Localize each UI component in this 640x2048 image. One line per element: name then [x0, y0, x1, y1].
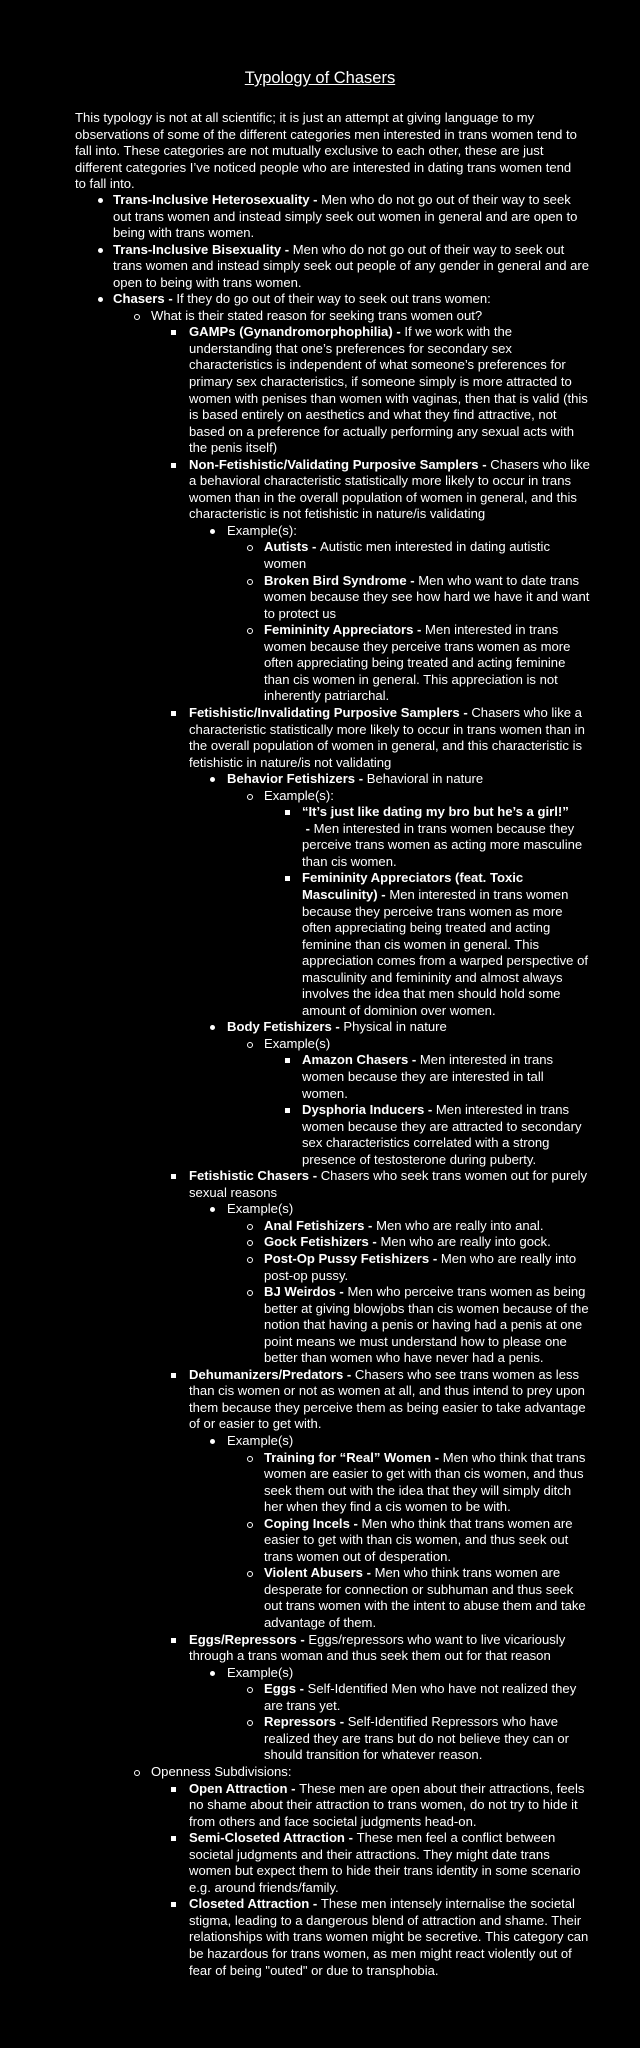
item-separator: -	[164, 291, 177, 307]
item-term: Femininity Appreciators (feat. Toxic Masculinity)	[302, 870, 524, 902]
item-description: Self-Identified Repressors who have realized they are trans but do not believe they can or should transition for whatever reason.	[264, 1714, 569, 1763]
item-description: Example(s):	[264, 787, 334, 803]
list-item	[0, 1168, 590, 1201]
item-separator: -	[331, 1019, 344, 1035]
list-item	[0, 1367, 590, 1433]
list-item	[0, 324, 590, 456]
item-separator: -	[309, 1168, 321, 1184]
list-item	[0, 523, 590, 540]
list-item	[0, 1681, 590, 1714]
circle-bullet-icon	[134, 1770, 140, 1776]
circle-bullet-icon	[247, 1456, 253, 1462]
item-description: Men who think trans women are desperate for connection or subhuman and thus seek out trans women with the intent to abuse them and take advantage of them.	[264, 1565, 586, 1631]
item-term: Fetishistic/Invalidating Purposive Samplers	[189, 704, 460, 720]
circle-bullet-icon	[247, 1224, 253, 1230]
item-description: Example(s)	[227, 1201, 294, 1217]
circle-bullet-icon	[247, 1522, 253, 1528]
item-description: Men interested in trans women because they are interested in tall women.	[302, 1052, 554, 1101]
list-item	[0, 192, 590, 242]
item-separator: -	[281, 241, 293, 257]
page-title: Typology of Chasers	[244, 69, 396, 87]
square-bullet-icon	[285, 810, 290, 815]
item-separator: -	[431, 1449, 443, 1465]
item-term: Training for “Real” Women	[264, 1449, 432, 1465]
item-description: Men who do not go out of their way to seek out trans women and instead simply seek out people of any gender in general and are open to being with trans women.	[113, 241, 590, 290]
list-item	[0, 622, 590, 705]
disc-bullet-icon	[98, 248, 103, 253]
item-term: Anal Fetishizers	[264, 1217, 365, 1233]
item-description: Men who are really into post-op pussy.	[264, 1251, 577, 1283]
list-item	[0, 1218, 590, 1235]
list-item	[0, 1052, 590, 1102]
list-item	[0, 870, 590, 1019]
list-item	[0, 788, 590, 805]
item-term: Autists	[264, 539, 309, 555]
list-item	[0, 1036, 590, 1053]
item-description: Openness Subdivisions:	[151, 1763, 292, 1779]
item-description: Men interested in trans women because they perceive trans women as acting more masculine than cis women.	[302, 820, 583, 869]
square-bullet-icon	[171, 1638, 176, 1643]
list-item	[0, 308, 590, 325]
item-separator: -	[368, 1234, 381, 1250]
square-bullet-icon	[285, 1058, 290, 1063]
list-item	[0, 539, 590, 572]
list-item	[0, 1565, 590, 1631]
list-item	[0, 457, 590, 523]
list-item	[0, 1251, 590, 1284]
square-bullet-icon	[285, 1108, 290, 1113]
intro-paragraph: This typology is not at all scientific; it is just an attempt at giving language to my observations of some of the different categories men interested in trans women tend to fall into. These categories are not mutually exclusive to each other, these are just different categories I’ve noticed people who are interested in dating trans women tend to fall into.	[75, 110, 577, 192]
square-bullet-icon	[171, 1787, 176, 1792]
item-description: These men are open about their attractions, feels no shame about their attraction to trans women, do not try to hide it from others and face societal judgments head-on.	[189, 1780, 585, 1829]
circle-bullet-icon	[247, 1687, 253, 1693]
item-description: Example(s):	[227, 522, 297, 538]
circle-bullet-icon	[247, 1720, 253, 1726]
item-description: Chasers who like a characteristic statistically more likely to occur in trans women than in the overall population of women in general, and this characteristic is fetishistic in nature/is not validating	[189, 704, 585, 770]
item-separator: -	[362, 1565, 375, 1581]
item-description: Men who are really into anal.	[376, 1217, 544, 1233]
list-item	[0, 1830, 590, 1896]
circle-bullet-icon	[247, 1257, 253, 1263]
list-item	[0, 1433, 590, 1450]
item-term: Femininity Appreciators	[264, 622, 414, 638]
circle-bullet-icon	[247, 628, 253, 634]
square-bullet-icon	[171, 330, 176, 335]
item-description: Example(s)	[227, 1664, 294, 1680]
item-description: Men who want to date trans women because they see how hard we have it and want to protect us	[264, 572, 590, 621]
item-separator: -	[392, 324, 405, 340]
item-separator: -	[349, 1515, 362, 1531]
item-description: Chasers who seek trans women out for purely sexual reasons	[189, 1168, 588, 1200]
item-term: “It’s just like dating my bro but he’s a girl!”	[302, 804, 569, 820]
list-item	[0, 1201, 590, 1218]
item-term: Semi-Closeted Attraction	[189, 1830, 345, 1846]
item-term: Broken Bird Syndrome	[264, 572, 407, 588]
item-separator: -	[413, 622, 426, 638]
list-item	[0, 1632, 590, 1665]
list-item	[0, 1019, 590, 1036]
disc-bullet-icon	[98, 198, 103, 203]
circle-bullet-icon	[247, 545, 253, 551]
item-description: If they do go out of their way to seek out trans women:	[176, 291, 491, 307]
item-term: Chasers	[113, 291, 165, 307]
item-term: Behavior Fetishizers	[227, 771, 356, 787]
circle-bullet-icon	[247, 1290, 253, 1296]
circle-bullet-icon	[247, 579, 253, 585]
item-separator: -	[302, 820, 314, 836]
item-separator: -	[406, 572, 419, 588]
item-description: Autistic men interested in dating autistic women	[264, 539, 551, 572]
item-term: Dehumanizers/Predators	[189, 1366, 344, 1382]
item-term: Repressors	[264, 1714, 337, 1730]
item-separator: -	[424, 1102, 436, 1118]
square-bullet-icon	[171, 1836, 176, 1841]
list-item	[0, 242, 590, 292]
item-separator: -	[309, 1896, 321, 1912]
item-separator: -	[309, 192, 322, 207]
item-description: Men who are really into gock.	[380, 1234, 551, 1250]
disc-bullet-icon	[210, 1439, 215, 1444]
item-description: Chasers who see trans women as less than cis women or not as women at all, and thus intend to prey upon them because they perceive them as being easier to take advantage of or easier to get with.	[189, 1366, 586, 1432]
item-term: Non-Fetishistic/Validating Purposive Samplers	[189, 456, 479, 472]
item-description: Men who think that trans women are easier to get with than cis women, and thus seek them out with the idea that they will simply ditch her when they find a cis women to be with.	[264, 1449, 586, 1515]
list-item	[0, 291, 590, 308]
item-separator: -	[296, 1631, 309, 1647]
item-term: Trans-Inclusive Bisexuality	[113, 241, 282, 257]
circle-bullet-icon	[247, 1571, 253, 1577]
item-description: If we work with the understanding that one’s preferences for secondary sex characteristics is independent of what someone’s preferences for primary sex characteristics, if someone simply is more attracted to women with penises than women with vaginas, then that is valid (this is based entirely on aesthetics and what they find attractive, not based on a preference for actually performing any sexual acts with the penis itself)	[189, 324, 588, 456]
item-description: Men interested in trans women because they perceive trans women as more often appreciating being treated and acting feminine than cis women in general. This appreciation comes from a warped perspective of masculinity and femininity and almost always involves the idea that men should hold some amount of dominion over women.	[302, 886, 589, 1018]
item-separator: -	[287, 1780, 300, 1796]
list-item	[0, 1665, 590, 1682]
item-term: Post-Op Pussy Fetishizers	[264, 1251, 430, 1266]
list-item	[0, 573, 590, 623]
square-bullet-icon	[171, 1174, 176, 1179]
item-separator: -	[364, 1217, 377, 1233]
item-separator: -	[308, 539, 321, 555]
item-description: Men who perceive trans women as being better at giving blowjobs than cis women because of the notion that having a penis or having had a penis at one point means we must understand how to please one better than women who have never had a penis.	[264, 1284, 589, 1366]
item-term: Trans-Inclusive Heterosexuality	[113, 192, 310, 207]
list-item	[0, 1781, 590, 1831]
item-description: Men who think that trans women are easier to get with than cis women, and thus seek out trans women out of desperation.	[264, 1515, 573, 1564]
list-item	[0, 705, 590, 771]
item-term: Amazon Chasers	[302, 1052, 409, 1068]
item-description: What is their stated reason for seeking trans women out?	[151, 307, 483, 323]
disc-bullet-icon	[210, 1671, 215, 1676]
item-separator: -	[343, 1366, 355, 1382]
item-description: Example(s)	[264, 1035, 331, 1051]
item-term: Eggs	[264, 1681, 297, 1697]
list-item	[0, 1234, 590, 1251]
item-separator: -	[336, 1714, 348, 1730]
square-bullet-icon	[285, 876, 290, 881]
circle-bullet-icon	[247, 794, 253, 800]
item-separator: -	[429, 1251, 441, 1266]
disc-bullet-icon	[210, 529, 215, 534]
list-item	[0, 771, 590, 788]
item-description: Men interested in trans women because they perceive trans women as more often appreciating being treated and acting feminine than cis women in general. This appreciation is not inherently patriarchal.	[264, 622, 571, 704]
item-separator: -	[344, 1830, 357, 1846]
item-term: Body Fetishizers	[227, 1019, 332, 1035]
item-description: Eggs/repressors who want to live vicariously through a trans woman and thus seek them out for that reason	[189, 1631, 566, 1664]
item-separator: -	[335, 1284, 348, 1300]
circle-bullet-icon	[247, 1240, 253, 1246]
item-description: Chasers who like a behavioral characteristic statistically more likely to occur in trans women than in the overall population of women in general, and this characteristic is not fetishistic in nature/is validating	[189, 456, 590, 522]
circle-bullet-icon	[247, 1042, 253, 1048]
item-separator: -	[355, 771, 367, 787]
item-term: Coping Incels	[264, 1515, 350, 1531]
item-term: Eggs/Repressors	[189, 1631, 297, 1647]
item-separator: -	[377, 886, 390, 902]
square-bullet-icon	[171, 1902, 176, 1907]
item-description: Self-Identified Men who have not realized they are trans yet.	[264, 1681, 577, 1713]
item-term: BJ Weirdos	[264, 1284, 336, 1300]
disc-bullet-icon	[210, 1025, 215, 1030]
item-separator: -	[408, 1052, 420, 1068]
item-term: Dysphoria Inducers	[302, 1102, 425, 1118]
list-item	[0, 1284, 590, 1367]
item-separator: -	[478, 456, 491, 472]
square-bullet-icon	[171, 1373, 176, 1378]
disc-bullet-icon	[210, 1207, 215, 1212]
item-term: Fetishistic Chasers	[189, 1168, 310, 1184]
item-description: These men intensely internalise the societal stigma, leading to a dangerous blend of attraction and shame. Their relationships with trans women might be secretive. This category can be hazardous for trans women, as men might react violently out of fear of being "outed" or due to transphobia.	[189, 1896, 589, 1978]
list-item	[0, 804, 590, 870]
typology-list	[0, 192, 590, 1979]
item-term: GAMPs (Gynandromorphophilia)	[189, 324, 393, 340]
item-description: Example(s)	[227, 1433, 294, 1449]
item-description: These men feel a conflict between societal judgments and their attractions. They might date trans women but expect them to hide their trans identity in some scenario e.g. around friends/family.	[189, 1830, 581, 1895]
disc-bullet-icon	[210, 777, 215, 782]
list-item	[0, 1516, 590, 1566]
item-term: Closeted Attraction	[189, 1896, 310, 1912]
item-description: Physical in nature	[343, 1019, 447, 1035]
list-item	[0, 1102, 590, 1168]
list-item	[0, 1896, 590, 1979]
item-description: Men interested in trans women because they are attracted to secondary sex characteristics correlated with a strong presence of testosterone during puberty.	[302, 1102, 582, 1167]
item-term: Open Attraction	[189, 1780, 288, 1796]
square-bullet-icon	[171, 463, 176, 468]
circle-bullet-icon	[134, 314, 140, 320]
item-term: Violent Abusers	[264, 1565, 363, 1581]
item-term: Gock Fetishizers	[264, 1234, 369, 1250]
disc-bullet-icon	[98, 297, 103, 302]
item-description: Men who do not go out of their way to seek out trans women and instead simply seek out women in general and are open to being with trans women.	[113, 192, 578, 241]
list-item	[0, 1764, 590, 1781]
list-item	[0, 1450, 590, 1516]
list-item	[0, 1714, 590, 1764]
item-description: Behavioral in nature	[366, 771, 484, 787]
item-separator: -	[296, 1681, 308, 1697]
item-separator: -	[459, 704, 472, 720]
square-bullet-icon	[171, 711, 176, 716]
